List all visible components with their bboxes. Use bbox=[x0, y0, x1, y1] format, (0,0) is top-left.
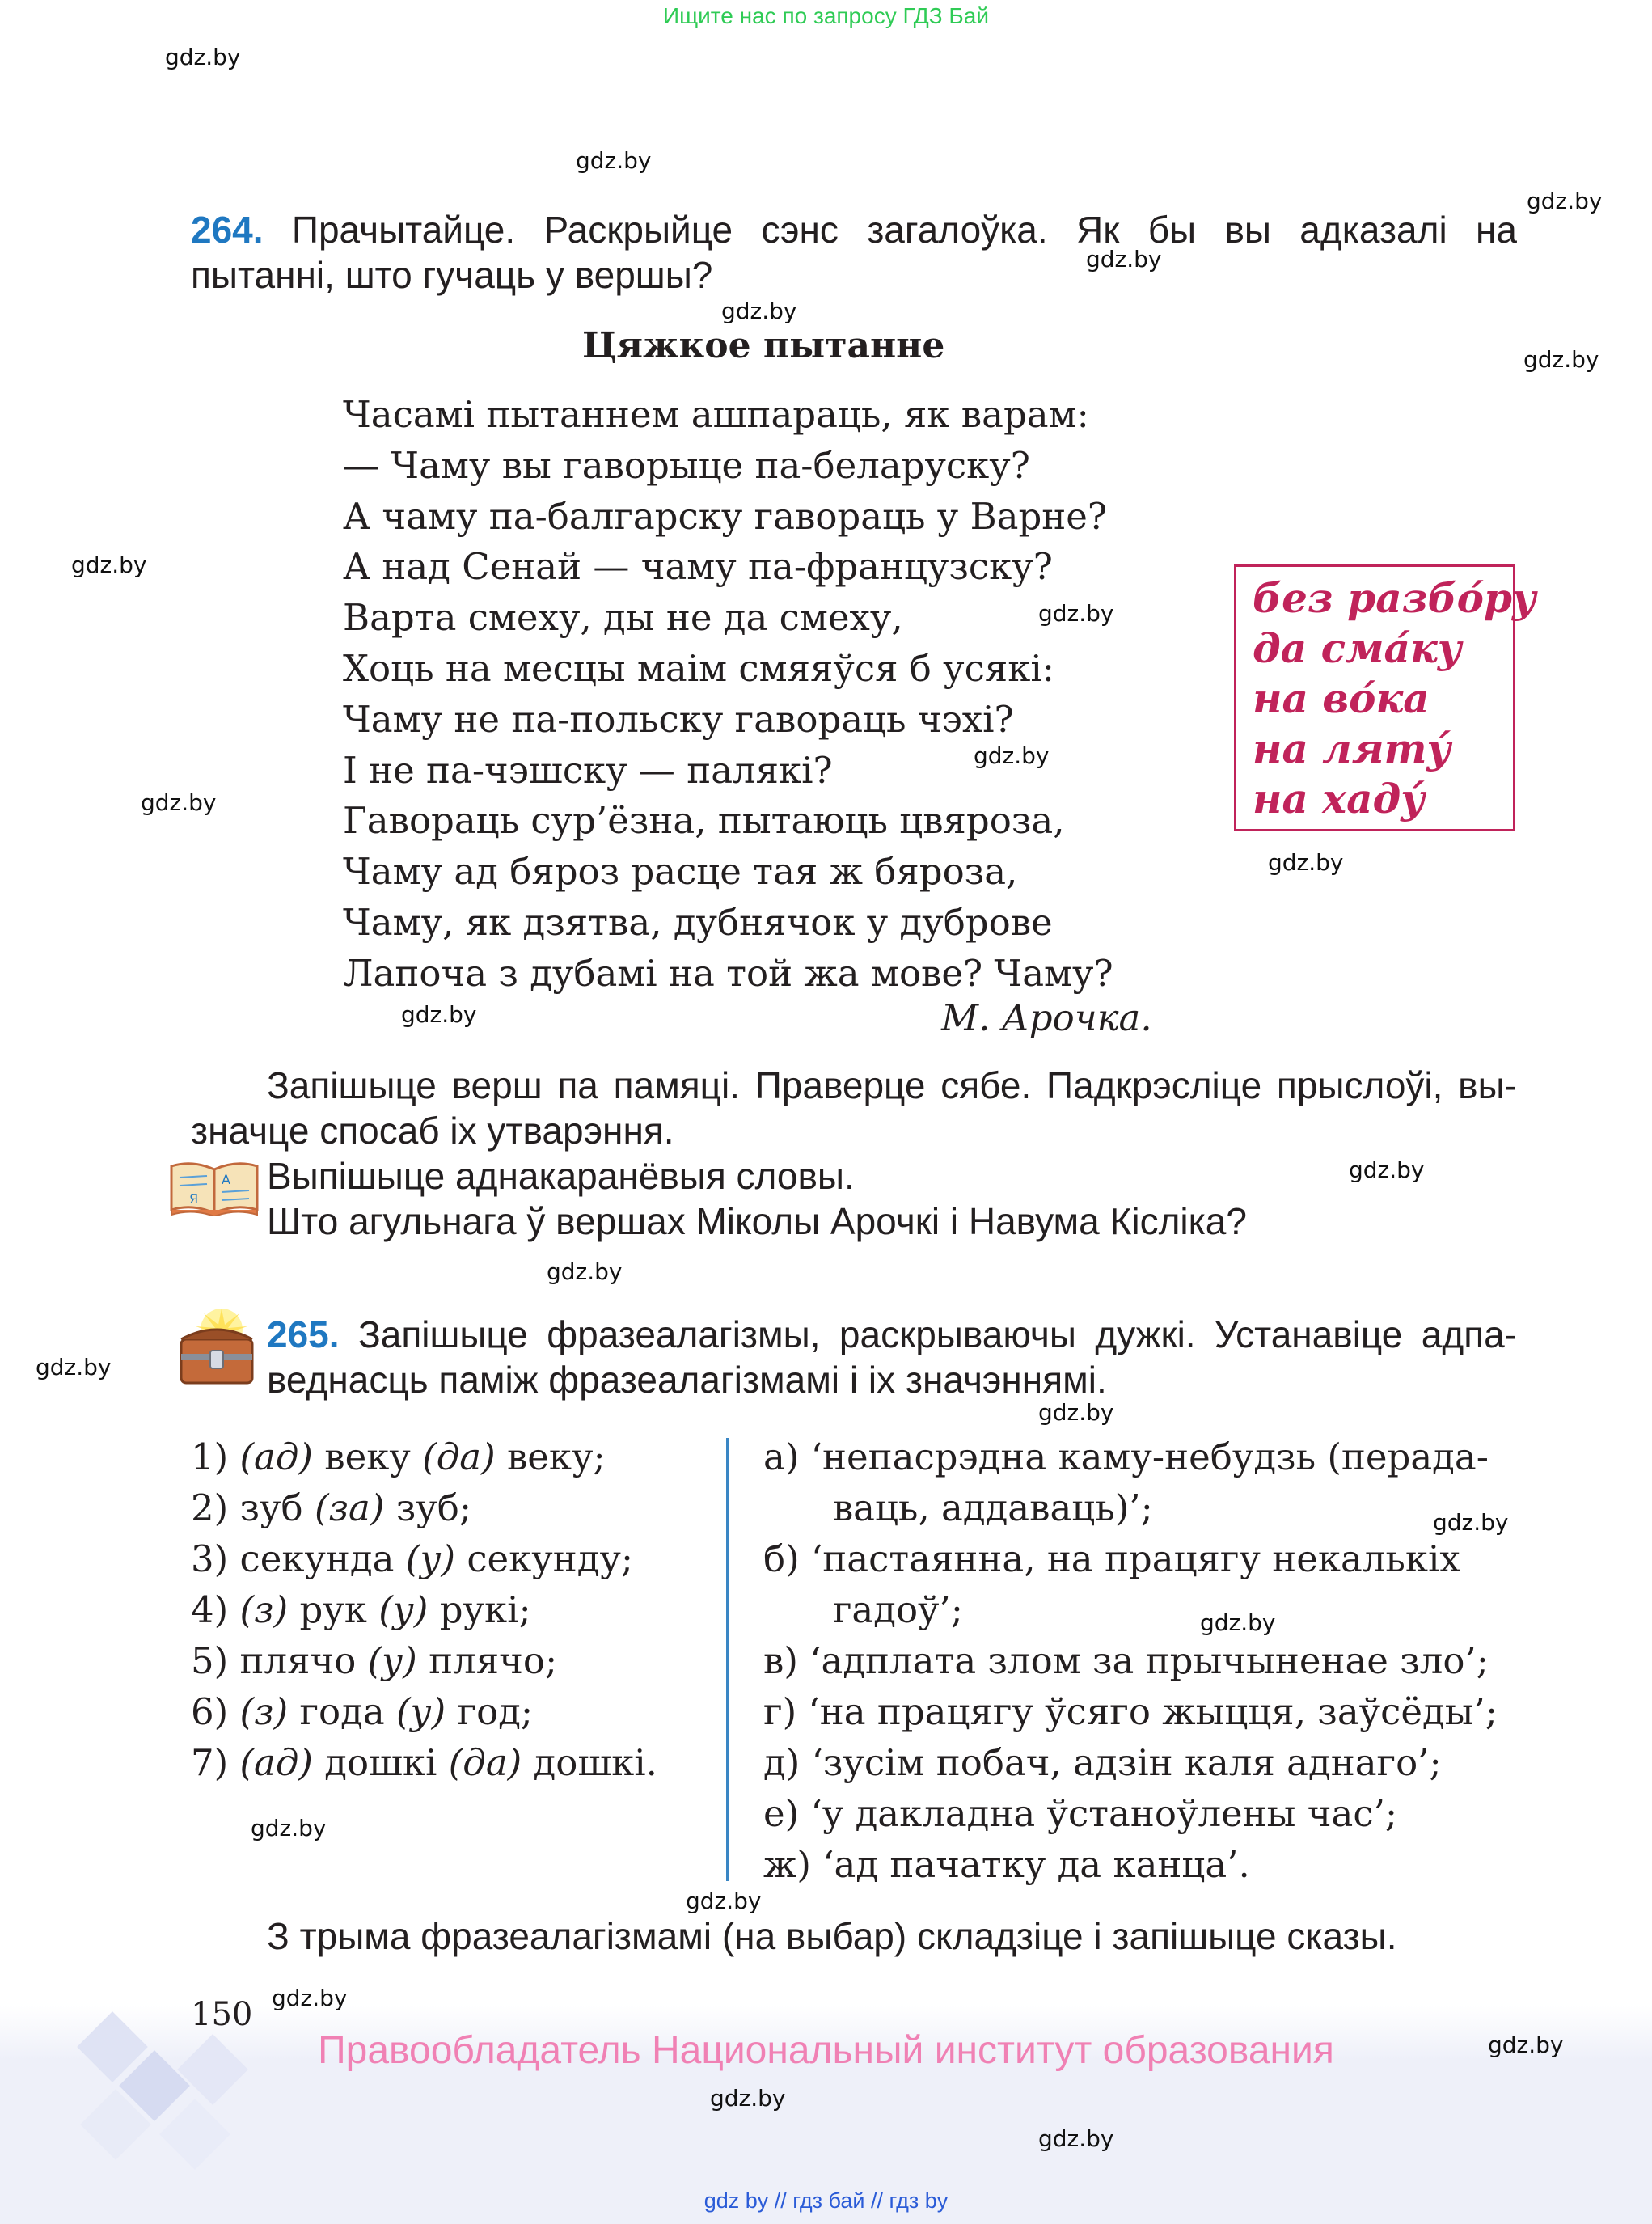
watermark: gdz.by bbox=[974, 742, 1050, 769]
meaning-item: гадоў’; bbox=[763, 1588, 963, 1631]
top-banner[interactable]: Ищите нас по запросу ГДЗ Бай bbox=[662, 3, 990, 28]
phraseologism-item: 4) (з) рук (у) рукі; bbox=[191, 1588, 531, 1631]
meaning-item: ж) ‘ад пачатку да канца’. bbox=[763, 1843, 1250, 1886]
follow-up-line: Запішыце верш па памяці. Праверце сябе. Падкрэсліце прыслоўі, вы- bbox=[267, 1064, 1517, 1106]
meaning-item: д) ‘зусім побач, адзін каля аднаго’; bbox=[763, 1741, 1442, 1784]
task-text: Запішыце фразеалагізмы, раскрываючы дужкі. Устанавіце адпа- bbox=[357, 1313, 1517, 1355]
vocabulary-item: на хаду́ bbox=[1253, 775, 1426, 822]
watermark: gdz.by bbox=[1086, 246, 1162, 273]
poem-line: Гавораць сур’ёзна, пытаюць цвяроза, bbox=[343, 799, 1065, 843]
watermark: gdz.by bbox=[401, 1001, 477, 1028]
poem-line: Лапоча з дубамі на той жа мове? Чаму? bbox=[343, 951, 1113, 995]
watermark: gdz.by bbox=[1038, 2125, 1114, 2152]
watermark: gdz.by bbox=[710, 2085, 786, 2112]
poem-line: Хоць на месцы маім смяяўся б усякі: bbox=[343, 646, 1054, 690]
watermark: gdz.by bbox=[1349, 1156, 1425, 1183]
column-divider bbox=[726, 1438, 729, 1881]
watermark: gdz.by bbox=[1200, 1609, 1276, 1636]
poem-line: Чаму не па-польску гавораць чэхі? bbox=[343, 697, 1014, 741]
meaning-item: а) ‘непасрэдна каму-небудзь (перада- bbox=[763, 1435, 1489, 1478]
meaning-item: в) ‘адплата злом за прычыненае зло’; bbox=[763, 1639, 1489, 1682]
watermark: gdz.by bbox=[141, 789, 217, 816]
watermark: gdz.by bbox=[721, 298, 797, 324]
open-book-icon bbox=[168, 1156, 260, 1216]
book-letter: Я bbox=[189, 1191, 199, 1207]
bottom-links[interactable]: gdz by // гдз бай // гдз by bbox=[703, 2188, 949, 2213]
exercise-265-task-line1 bbox=[267, 1312, 1517, 1357]
phraseologism-item: 2) зуб (за) зуб; bbox=[191, 1486, 472, 1529]
poem bbox=[343, 390, 1113, 1000]
poem-line: Чаму ад бяроз расце тая ж бяроза, bbox=[343, 850, 1018, 894]
poem-author: М. Арочка. bbox=[941, 996, 1152, 1039]
watermark: gdz.by bbox=[1038, 600, 1114, 627]
exercise-264-task-line1 bbox=[191, 207, 1517, 252]
watermark: gdz.by bbox=[576, 147, 652, 174]
task-text: Прачытайце. Раскрыйце сэнс загалоўка. Як бы вы адказалі на bbox=[291, 209, 1518, 251]
exercise-number: 264. bbox=[191, 209, 264, 251]
watermark: gdz.by bbox=[1523, 346, 1599, 373]
watermark: gdz.by bbox=[1488, 2032, 1564, 2058]
poem-line: Чаму, як дзятва, дубнячок у дуброве bbox=[343, 900, 1053, 944]
watermark: gdz.by bbox=[71, 552, 147, 578]
watermark: gdz.by bbox=[1433, 1509, 1509, 1536]
exercise-265-task-line2: веднасць паміж фразеалагізмамі і іх значэннямі. bbox=[267, 1359, 1107, 1401]
poem-line: — Чаму вы гаворыце па-беларуску? bbox=[343, 443, 1030, 487]
vocabulary-item: на ляту́ bbox=[1253, 725, 1451, 772]
follow-up-line: Што агульнага ў вершах Міколы Арочкі і Навума Кісліка? bbox=[267, 1200, 1247, 1242]
treasure-chest-icon bbox=[176, 1309, 257, 1386]
poem-line: А над Сенай — чаму па-французску? bbox=[343, 545, 1053, 589]
vocabulary-box bbox=[1234, 564, 1536, 831]
meaning-item: е) ‘у дакладна ўстаноўлены час’; bbox=[763, 1792, 1398, 1835]
watermark: gdz.by bbox=[165, 44, 241, 70]
phraseologism-item: 6) (з) года (у) год; bbox=[191, 1690, 534, 1733]
meaning-list bbox=[763, 1431, 1498, 1890]
vocabulary-item: да сма́ку bbox=[1253, 624, 1462, 672]
vocabulary-item: без разбо́ру bbox=[1253, 574, 1536, 622]
poem-line: І не па-чэшску — палякі? bbox=[343, 748, 833, 792]
exercise-264-task-line2: пытанні, што гучаць у вершы? bbox=[191, 254, 713, 296]
vocabulary-item: на во́ка bbox=[1253, 674, 1430, 722]
poem-line: А чаму па-балгарску гавораць у Варне? bbox=[343, 494, 1108, 538]
final-task: З трыма фразеалагізмамі (на выбар) складзіце і запішыце сказы. bbox=[267, 1915, 1397, 1957]
book-letter: А bbox=[222, 1172, 230, 1187]
meaning-item: б) ‘пастаянна, на працягу некалькіх bbox=[763, 1537, 1460, 1580]
watermark: gdz.by bbox=[36, 1354, 112, 1380]
watermark: gdz.by bbox=[686, 1888, 762, 1914]
phraseologism-item: 3) секунда (у) секунду; bbox=[191, 1537, 634, 1580]
follow-up-line: значце спосаб іх утварэння. bbox=[191, 1110, 674, 1152]
exercise-number: 265. bbox=[267, 1313, 340, 1355]
poem-line: Варта смеху, ды не да смеху, bbox=[343, 596, 903, 640]
poem-title: Цяжкое пытанне bbox=[582, 325, 945, 366]
follow-up-line: Выпішыце аднакаранёвыя словы. bbox=[267, 1155, 855, 1197]
watermark: gdz.by bbox=[1268, 849, 1344, 876]
page-number: 150 bbox=[191, 1996, 253, 2033]
phraseologism-list bbox=[191, 1431, 657, 1788]
watermark: gdz.by bbox=[547, 1258, 623, 1285]
meaning-item: г) ‘на працягу ўсяго жыцця, заўсёды’; bbox=[763, 1690, 1498, 1733]
watermark: gdz.by bbox=[1038, 1399, 1114, 1426]
meaning-item: ваць, аддаваць)’; bbox=[763, 1486, 1153, 1529]
watermark: gdz.by bbox=[1527, 188, 1603, 214]
watermark: gdz.by bbox=[251, 1815, 327, 1841]
phraseologism-item: 1) (ад) веку (да) веку; bbox=[191, 1435, 606, 1478]
copyright-holder: Правообладатель Национальный институт образования bbox=[318, 2029, 1334, 2072]
watermark: gdz.by bbox=[272, 1985, 348, 2011]
phraseologism-item: 7) (ад) дошкі (да) дошкі. bbox=[191, 1741, 657, 1784]
poem-line: Часамі пытаннем ашпарaць, як варам: bbox=[343, 393, 1089, 436]
phraseologism-item: 5) плячо (у) плячо; bbox=[191, 1639, 558, 1682]
